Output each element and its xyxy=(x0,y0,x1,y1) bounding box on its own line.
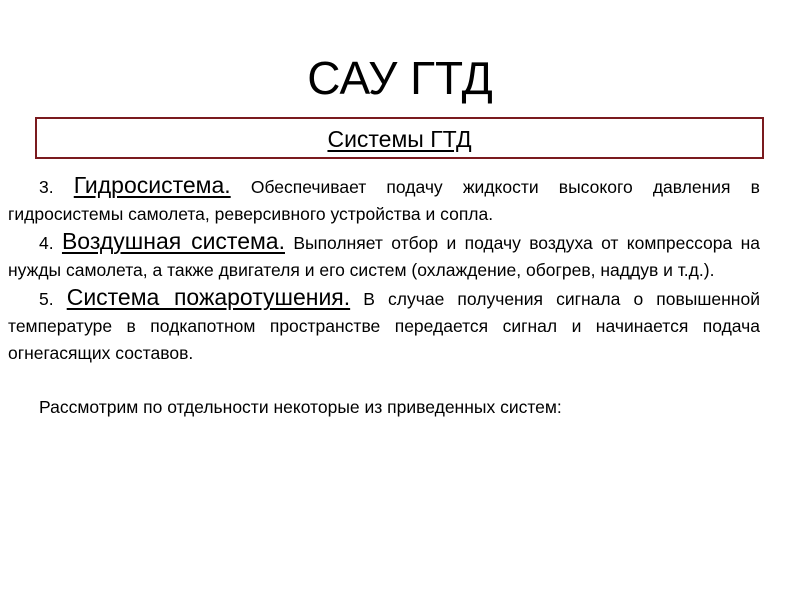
body-text xyxy=(8,172,760,421)
item-heading: Система пожаротушения. xyxy=(66,284,351,310)
item-text: Обеспечивает подачу жидкости высокого давления в гидросистемы самолета, реверсивного устройства и сопла. xyxy=(8,177,760,224)
item-heading: Гидросистема. xyxy=(73,172,231,198)
item-heading: Воздушная система. xyxy=(61,228,285,254)
list-item-hydraulic xyxy=(8,172,760,228)
item-number: 5. xyxy=(39,289,67,309)
list-item-air xyxy=(8,228,760,284)
spacer xyxy=(8,367,760,394)
item-text: Выполняет отбор и подачу воздуха от компрессора на нужды самолета, а также двигателя и его систем (охлаждение, обогрев, наддув и т.д.). xyxy=(8,233,760,280)
item-number: 4. xyxy=(39,233,62,253)
slide-title: САУ ГТД xyxy=(307,52,493,104)
subtitle-box xyxy=(35,117,764,159)
item-number: 3. xyxy=(39,177,74,197)
subtitle-text: Системы ГТД xyxy=(327,126,472,152)
closing-text: Рассмотрим по отдельности некоторые из приведенных систем: xyxy=(39,397,562,417)
list-item-fire xyxy=(8,284,760,367)
item-text: В случае получения сигнала о повышенной температуре в подкапотном пространстве передается сигнал и начинается подача огнегасящих составов. xyxy=(8,289,760,363)
